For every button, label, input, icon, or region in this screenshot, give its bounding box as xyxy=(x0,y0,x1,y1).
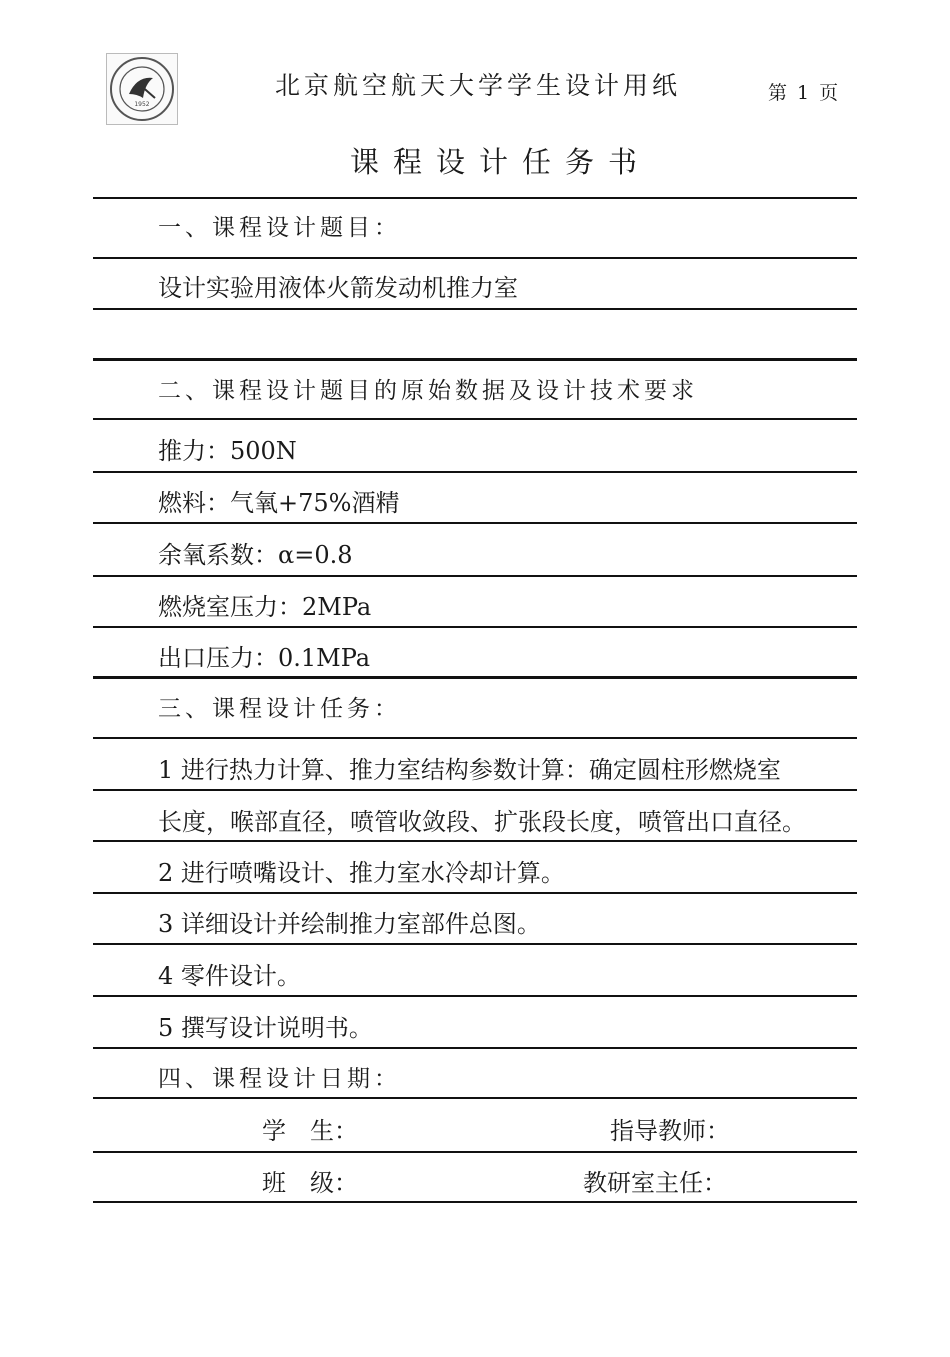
rule-line xyxy=(93,943,857,945)
page-number: 第 1 页 xyxy=(768,82,839,104)
rule-line xyxy=(93,892,857,894)
rule-line xyxy=(93,257,857,259)
rule-line xyxy=(93,995,857,997)
task-item: 3 详细设计并绘制推力室部件总图。 xyxy=(158,910,541,938)
task-item: 1 进行热力计算、推力室结构参数计算：确定圆柱形燃烧室 xyxy=(158,756,781,784)
task-item: 5 撰写设计说明书。 xyxy=(158,1014,373,1042)
director-label: 教研室主任： xyxy=(583,1169,727,1197)
rule-line xyxy=(93,1151,857,1153)
rule-line xyxy=(93,471,857,473)
task-item: 2 进行喷嘴设计、推力室水冷却计算。 xyxy=(158,859,565,887)
rule-line xyxy=(93,197,857,199)
university-paper-title: 北京航空航天大学学生设计用纸 xyxy=(275,71,682,100)
tasks-heading: 三、课程设计任务： xyxy=(158,696,401,722)
logo-seal-icon xyxy=(107,54,177,124)
svg-text:1952: 1952 xyxy=(134,101,150,108)
rule-line xyxy=(93,418,857,420)
student-label: 学 生： xyxy=(262,1117,358,1145)
document-title: 课程设计任务书 xyxy=(350,145,652,179)
topic-heading: 一、课程设计题目： xyxy=(158,215,401,241)
task-item: 4 零件设计。 xyxy=(158,962,301,990)
topic-text: 设计实验用液体火箭发动机推力室 xyxy=(158,274,518,302)
university-logo xyxy=(106,53,178,125)
class-label: 班 级： xyxy=(262,1169,358,1197)
task-item: 长度，喉部直径，喷管收敛段、扩张段长度，喷管出口直径。 xyxy=(158,808,806,836)
rule-line xyxy=(93,626,857,628)
rule-line xyxy=(93,1097,857,1099)
data-item: 余氧系数：α=0.8 xyxy=(158,541,353,569)
rule-line xyxy=(93,1201,857,1203)
rule-line xyxy=(93,358,857,361)
date-heading: 四、课程设计日期： xyxy=(158,1066,401,1092)
data-item: 推力：500N xyxy=(158,437,297,465)
rule-line xyxy=(93,840,857,842)
data-heading: 二、课程设计题目的原始数据及设计技术要求 xyxy=(158,378,698,404)
data-item: 燃烧室压力：2MPa xyxy=(158,593,372,621)
rule-line xyxy=(93,522,857,524)
rule-line xyxy=(93,789,857,791)
rule-line xyxy=(93,575,857,577)
data-item: 燃料：气氧+75%酒精 xyxy=(158,489,400,517)
rule-line xyxy=(93,676,857,679)
rule-line xyxy=(93,737,857,739)
rule-line xyxy=(93,1047,857,1049)
advisor-label: 指导教师： xyxy=(610,1117,730,1145)
rule-line xyxy=(93,308,857,310)
data-item: 出口压力：0.1MPa xyxy=(158,644,371,672)
